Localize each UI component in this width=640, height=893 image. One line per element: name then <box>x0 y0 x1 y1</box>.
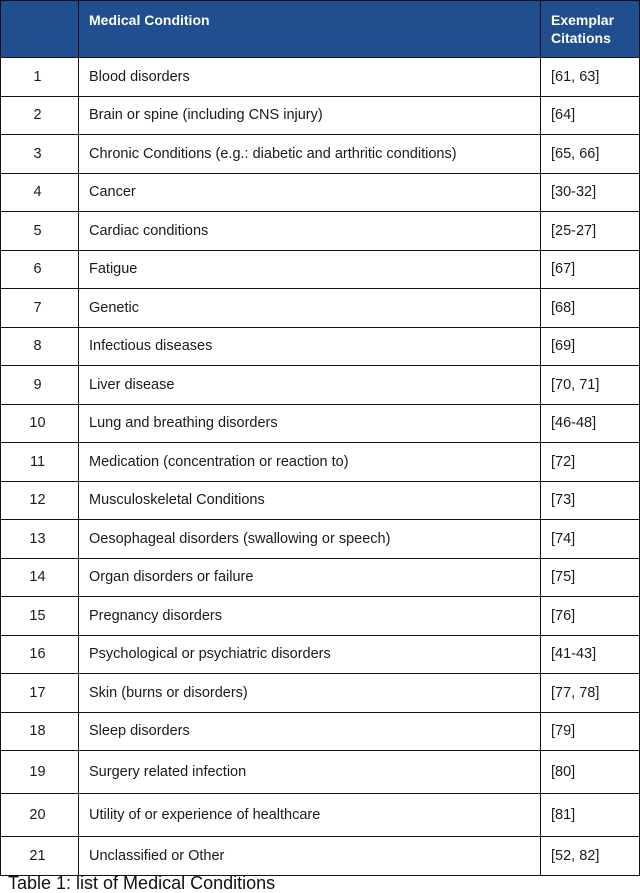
row-citations: [79] <box>541 712 640 751</box>
row-number: 14 <box>1 558 79 597</box>
row-condition: Brain or spine (including CNS injury) <box>79 96 541 135</box>
row-citations: [72] <box>541 443 640 482</box>
row-condition: Liver disease <box>79 366 541 405</box>
row-citations: [75] <box>541 558 640 597</box>
row-number: 16 <box>1 635 79 674</box>
row-number: 6 <box>1 250 79 289</box>
table-row <box>1 289 640 328</box>
row-condition: Medication (concentration or reaction to) <box>79 443 541 482</box>
row-number: 17 <box>1 674 79 713</box>
row-citations: [52, 82] <box>541 837 640 876</box>
row-citations: [76] <box>541 597 640 636</box>
row-condition: Surgery related infection <box>79 751 541 794</box>
header-medical-condition: Medical Condition <box>79 1 541 58</box>
row-number: 4 <box>1 173 79 212</box>
row-condition: Sleep disorders <box>79 712 541 751</box>
row-number: 8 <box>1 327 79 366</box>
table-row <box>1 837 640 876</box>
row-condition: Chronic Conditions (e.g.: diabetic and arthritic conditions) <box>79 135 541 174</box>
row-number: 5 <box>1 212 79 251</box>
table-row <box>1 635 640 674</box>
row-number: 15 <box>1 597 79 636</box>
row-condition: Skin (burns or disorders) <box>79 674 541 713</box>
row-citations: [41-43] <box>541 635 640 674</box>
row-citations: [80] <box>541 751 640 794</box>
table-row <box>1 597 640 636</box>
table-row <box>1 558 640 597</box>
row-citations: [25-27] <box>541 212 640 251</box>
row-number: 12 <box>1 481 79 520</box>
table-row <box>1 443 640 482</box>
header-exemplar-citations: Exemplar Citations <box>541 1 640 58</box>
table-row <box>1 712 640 751</box>
row-citations: [77, 78] <box>541 674 640 713</box>
row-citations: [30-32] <box>541 173 640 212</box>
table-row <box>1 520 640 559</box>
row-number: 10 <box>1 404 79 443</box>
table-row <box>1 96 640 135</box>
row-number: 20 <box>1 794 79 837</box>
row-citations: [74] <box>541 520 640 559</box>
row-condition: Lung and breathing disorders <box>79 404 541 443</box>
table-row <box>1 674 640 713</box>
table-body <box>1 58 640 876</box>
row-number: 3 <box>1 135 79 174</box>
row-number: 1 <box>1 58 79 97</box>
row-number: 18 <box>1 712 79 751</box>
row-citations: [73] <box>541 481 640 520</box>
row-condition: Cardiac conditions <box>79 212 541 251</box>
row-condition: Infectious diseases <box>79 327 541 366</box>
row-condition: Blood disorders <box>79 58 541 97</box>
table-row <box>1 212 640 251</box>
table-row <box>1 250 640 289</box>
row-citations: [46-48] <box>541 404 640 443</box>
table-row <box>1 366 640 405</box>
row-citations: [81] <box>541 794 640 837</box>
table-row <box>1 135 640 174</box>
row-number: 13 <box>1 520 79 559</box>
table-row <box>1 751 640 794</box>
row-number: 11 <box>1 443 79 482</box>
table-row <box>1 404 640 443</box>
row-condition: Pregnancy disorders <box>79 597 541 636</box>
row-condition: Genetic <box>79 289 541 328</box>
row-citations: [70, 71] <box>541 366 640 405</box>
table-row <box>1 327 640 366</box>
row-condition: Psychological or psychiatric disorders <box>79 635 541 674</box>
row-citations: [68] <box>541 289 640 328</box>
row-citations: [64] <box>541 96 640 135</box>
table-row <box>1 794 640 837</box>
header-number <box>1 1 79 58</box>
row-citations: [61, 63] <box>541 58 640 97</box>
row-condition: Utility of or experience of healthcare <box>79 794 541 837</box>
row-condition: Organ disorders or failure <box>79 558 541 597</box>
row-number: 9 <box>1 366 79 405</box>
table-row <box>1 173 640 212</box>
table-header-row <box>1 1 640 58</box>
table-row <box>1 58 640 97</box>
row-number: 21 <box>1 837 79 876</box>
row-number: 7 <box>1 289 79 328</box>
row-condition: Musculoskeletal Conditions <box>79 481 541 520</box>
table-caption: Table 1: list of Medical Conditions <box>8 873 276 893</box>
table-row <box>1 481 640 520</box>
row-citations: [67] <box>541 250 640 289</box>
row-number: 2 <box>1 96 79 135</box>
row-citations: [65, 66] <box>541 135 640 174</box>
row-condition: Fatigue <box>79 250 541 289</box>
row-condition: Oesophageal disorders (swallowing or speech) <box>79 520 541 559</box>
row-condition: Unclassified or Other <box>79 837 541 876</box>
row-number: 19 <box>1 751 79 794</box>
row-condition: Cancer <box>79 173 541 212</box>
row-citations: [69] <box>541 327 640 366</box>
